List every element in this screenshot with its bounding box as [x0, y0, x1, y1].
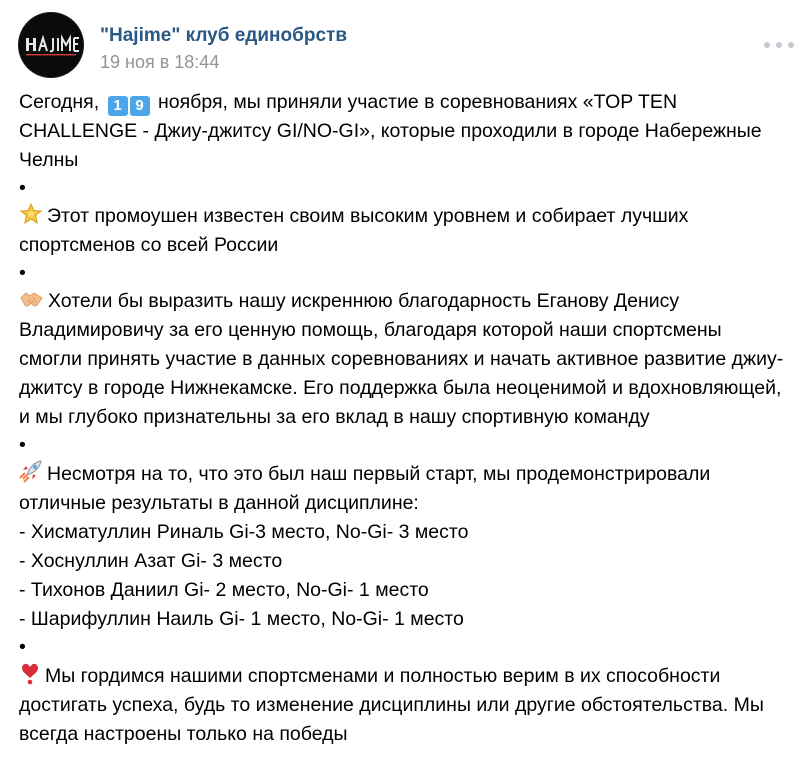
- star-medal-icon: [19, 203, 43, 225]
- list-item: - Хисматуллин Риналь Gi-3 место, No-Gi- 3 место: [19, 521, 469, 543]
- bullet-separator: •: [19, 262, 26, 284]
- bullet-separator: •: [19, 177, 26, 199]
- digit-nine-keycap-icon: 9: [130, 96, 150, 116]
- promo-text: Этот промоушен известен своим высоким уровнем и собирает лучших спортсменов со всей России: [19, 205, 689, 256]
- hajime-logo-icon: [22, 30, 80, 60]
- intro-after-text: ноября, мы приняли участие в соревнованиях «TOP TEN CHALLENGE - Джиу-джитсу GI/NO-GI», которые проходили в городе Набережные Челны: [19, 91, 762, 171]
- thanks-paragraph: [19, 287, 789, 432]
- pride-text: Мы гордимся нашими спортсменами и полностью верим в их способности достигать успеха, будь то изменение дисциплины или другие обстоятельства. Мы всегда настроены только на победы: [19, 665, 764, 745]
- more-dot-icon: [788, 42, 794, 48]
- rocket-icon: [19, 459, 43, 483]
- intro-paragraph: [19, 88, 789, 175]
- list-item: - Тихонов Даниил Gi- 2 место, No-Gi- 1 место: [19, 579, 429, 601]
- bullet-separator: •: [19, 434, 26, 456]
- intro-before-text: Сегодня,: [19, 91, 100, 113]
- avatar[interactable]: [18, 12, 84, 78]
- results-list: [19, 518, 789, 634]
- pride-paragraph: [19, 661, 789, 749]
- post-header: [14, 10, 794, 78]
- bullet-separator: •: [19, 636, 26, 658]
- author-name-link[interactable]: "Hajime" клуб единобрств: [100, 25, 348, 46]
- results-intro-text: Несмотря на то, что это был наш первый старт, мы продемонстрировали отличные результаты в данной дисциплине:: [19, 463, 711, 514]
- thanks-text: Хотели бы выразить нашу искреннюю благодарность Еганову Денису Владимировичу за его ценную помощь, благодаря которой наши спортсмены смогли принять участие в данных соревнованиях и начать активное развитие джиу-джитсу в городе Нижнекамске. Его поддержка была неоценимой и вдохновляющей, и мы глубоко признательны за его вклад в нашу спортивную команду: [19, 290, 784, 428]
- more-options-button[interactable]: [764, 38, 794, 52]
- results-paragraph: [19, 459, 789, 518]
- date-digits: [107, 88, 151, 117]
- digit-one-keycap-icon: 1: [108, 96, 128, 116]
- promo-paragraph: [19, 202, 789, 260]
- post-date[interactable]: 19 ноя в 18:44: [100, 52, 220, 72]
- handshake-icon: [19, 288, 44, 310]
- post-text: [19, 88, 789, 749]
- heart-exclamation-icon: [19, 661, 41, 685]
- list-item: - Шарифуллин Наиль Gi- 1 место, No-Gi- 1 место: [19, 608, 464, 630]
- more-dot-icon: [776, 42, 782, 48]
- list-item: - Хоснуллин Азат Gi- 3 место: [19, 550, 283, 572]
- more-horizontal-icon: [764, 42, 770, 48]
